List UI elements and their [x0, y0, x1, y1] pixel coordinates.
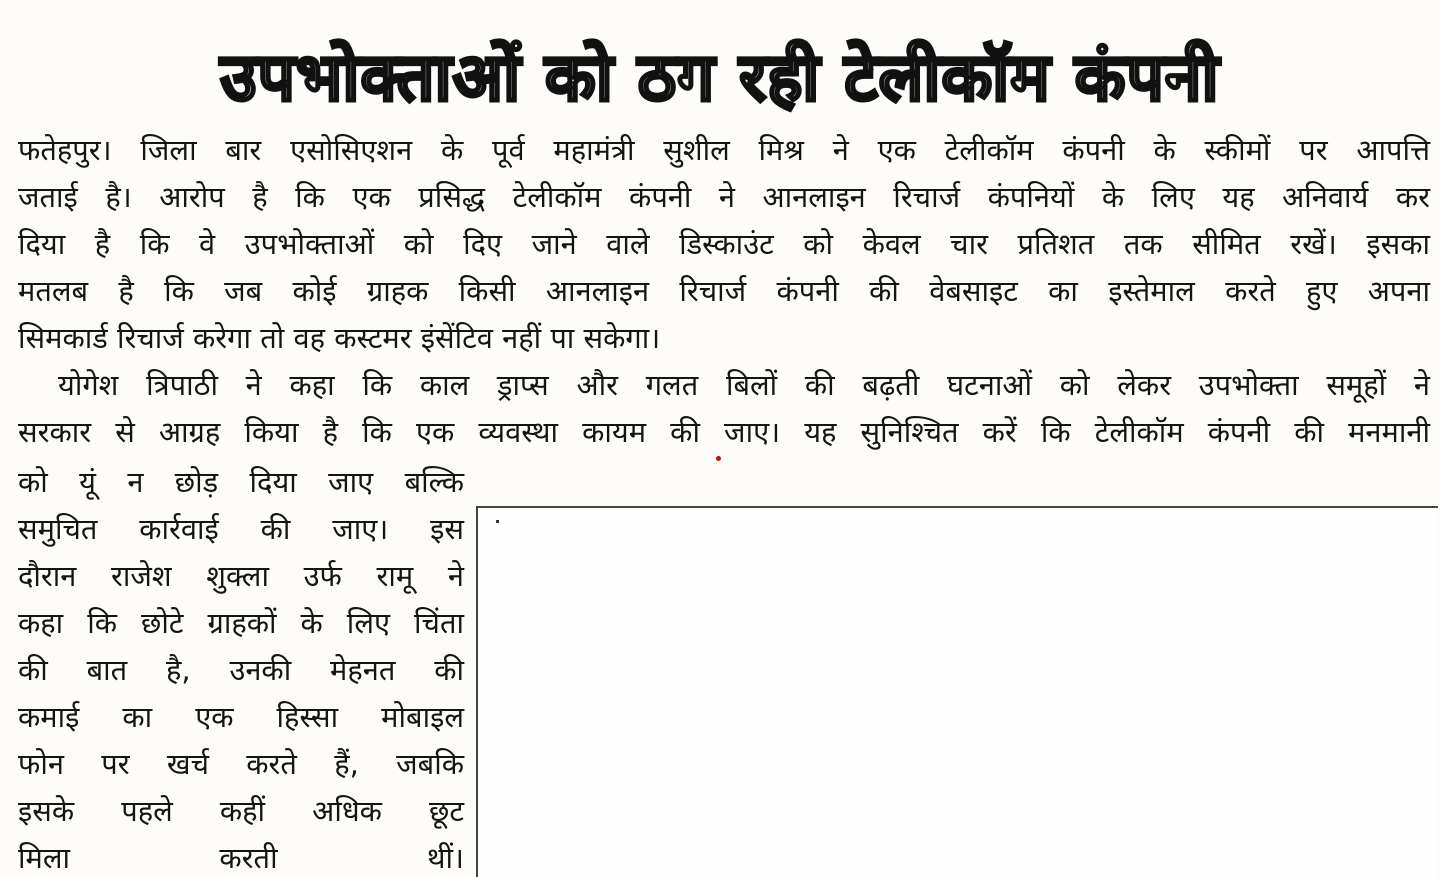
article-column-line: दौरान राजेश शुक्ला उर्फ रामू ने [18, 559, 464, 593]
article-column-line: को यूं न छोड़ दिया जाए बल्कि [18, 465, 464, 499]
article-line: सरकार से आग्रह किया है कि एक व्यवस्था कायम की जाए। यह सुनिश्चित करें कि टेलीकॉम कंपनी की मनमानी [18, 415, 1430, 449]
article-column-line: मिला करती थीं। [18, 841, 464, 875]
ink-speck [716, 456, 721, 461]
article-line: मतलब है कि जब कोई ग्राहक किसी आनलाइन रिचार्ज कंपनी की वेबसाइट का इस्तेमाल करते हुए अपना [18, 274, 1430, 308]
article-line-paragraph-start: योगेश त्रिपाठी ने कहा कि काल ड्राप्स और गलत बिलों की बढ़ती घटनाओं को लेकर उपभोक्ता समूहों ने [58, 368, 1430, 402]
article-line: फतेहपुर। जिला बार एसोसिएशन के पूर्व महामंत्री सुशील मिश्र ने एक टेलीकॉम कंपनी के स्कीमों पर आपत्ति [18, 133, 1430, 167]
article-column-line: कहा कि छोटे ग्राहकों के लिए चिंता [18, 606, 464, 640]
article-column-line: फोन पर खर्च करते हैं, जबकि [18, 747, 464, 781]
article-line: सिमकार्ड रिचार्ज करेगा तो वह कस्टमर इंसेंटिव नहीं पा सकेगा। [18, 321, 661, 355]
article-headline: उपभोक्ताओं को ठग रही टेलीकॉम कंपनी [220, 39, 1220, 116]
article-column-line: इसके पहले कहीं अधिक छूट [18, 794, 464, 828]
article-column-line: समुचित कार्रवाई की जाए। इस [18, 512, 464, 546]
article-column-line: कमाई का एक हिस्सा मोबाइल [18, 700, 464, 734]
article-column-line: की बात है, उनकी मेहनत की [18, 653, 464, 687]
article-line: जताई है। आरोप है कि एक प्रसिद्ध टेलीकॉम कंपनी ने आनलाइन रिचार्ज कंपनियों के लिए यह अनिवार्य कर [18, 180, 1430, 214]
article-line: दिया है कि वे उपभोक्ताओं को दिए जाने वाले डिस्काउंट को केवल चार प्रतिशत तक सीमित रखें। इसका [18, 227, 1430, 261]
ink-speck [496, 520, 499, 523]
photo-placeholder-box [476, 506, 1438, 877]
